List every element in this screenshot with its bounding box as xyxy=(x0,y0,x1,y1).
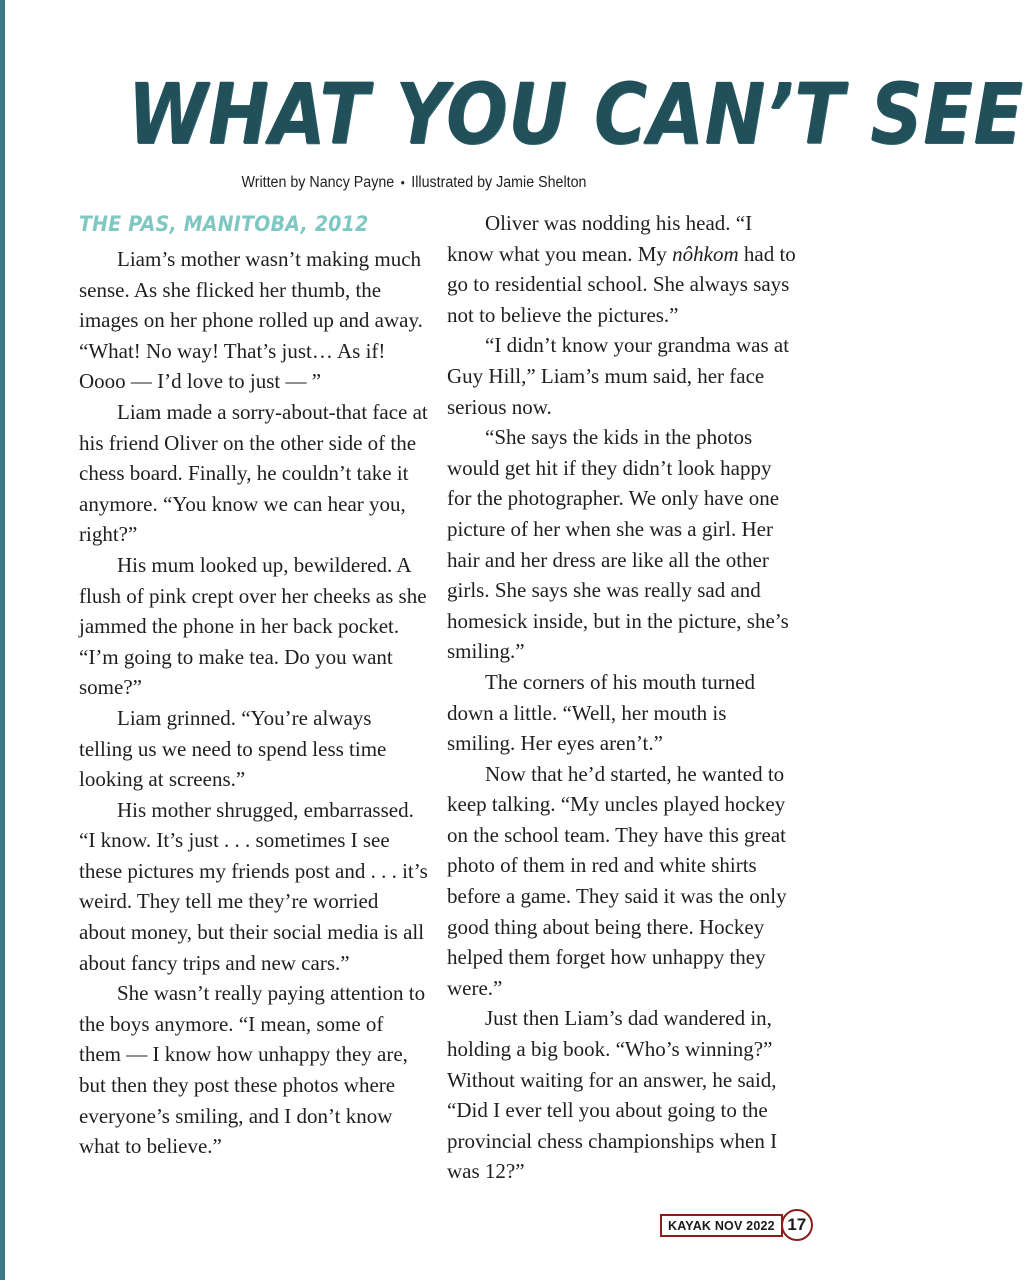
magazine-issue: KAYAK NOV 2022 xyxy=(660,1214,783,1237)
author-credit: Written by Nancy Payne xyxy=(241,174,395,191)
section-heading: THE PAS, MANITOBA, 2012 xyxy=(79,212,369,236)
paragraph: Liam made a sorry-about-that face at his friend Oliver on the other side of the chess board. Finally, he couldn’t take it anymore. “You know we can hear you, right?” xyxy=(79,399,428,547)
paragraph: His mother shrugged, embarrassed. “I know. It’s just . . . sometimes I see these pictures my friends post and . . . it’s weird. They tell me they’re worried about money, but their social media is all about fancy trips and new cars.” xyxy=(79,797,428,975)
paragraph: Just then Liam’s dad wandered in, holding a big book. “Who’s winning?” Without waiting for an answer, he said, “Did I ever tell you about going to the provincial chess championships when I was 12?” xyxy=(447,1006,778,1184)
page-footer xyxy=(660,1210,813,1240)
paragraph xyxy=(447,208,797,330)
right-column xyxy=(447,208,797,1187)
paragraph: “I didn’t know your grandma was at Guy Hill,” Liam’s mum said, her face serious now. xyxy=(447,333,790,419)
cree-word: nôhkom xyxy=(672,241,739,266)
page-number: 17 xyxy=(781,1209,813,1241)
paragraph-text: had to go to residential school. She always says not to believe the pictures.” xyxy=(447,241,796,327)
paragraph: The corners of his mouth turned down a little. “Well, her mouth is smiling. Her eyes aren’t.” xyxy=(447,669,756,756)
paragraph: She wasn’t really paying attention to the boys anymore. “I mean, some of them — I know how unhappy they are, but then they post these photos where everyone’s smiling, and I don’t know what to believe.” xyxy=(79,981,426,1159)
paragraph: Now that he’d started, he wanted to keep talking. “My uncles played hockey on the school team. They have this great photo of them in red and white shirts before a game. They said it was the only good thing about being there. Hockey helped them forget how unhappy they were.” xyxy=(447,761,787,1000)
paragraph: “She says the kids in the photos would get hit if they didn’t look happy for the photographer. We only have one picture of her when she was a girl. Her hair and her dress are like all the other girls. She says she was really sad and homesick inside, but in the picture, she’s smiling.” xyxy=(447,425,789,664)
illustrator-credit: Illustrated by Jamie Shelton xyxy=(411,174,587,191)
page-edge-stripe xyxy=(0,0,5,1280)
story-title: WHAT YOU CAN’T SEE xyxy=(127,65,1024,163)
byline xyxy=(33,174,795,192)
paragraph: Liam’s mother wasn’t making much sense. As she flicked her thumb, the images on her phone rolled up and away. “What! No way! That’s just… As if! Oooo — I’d love to just — ” xyxy=(79,247,423,394)
byline-separator: • xyxy=(400,175,405,190)
left-column xyxy=(79,208,429,1162)
paragraph: His mum looked up, bewildered. A flush of pink crept over her cheeks as she jammed the phone in her back pocket. “I’m going to make tea. Do you want some?” xyxy=(79,552,427,700)
paragraph: Liam grinned. “You’re always telling us we need to spend less time looking at screens.” xyxy=(79,705,387,792)
paragraph-text: Oliver was nodding his head. “I know what you mean. My xyxy=(447,211,753,266)
